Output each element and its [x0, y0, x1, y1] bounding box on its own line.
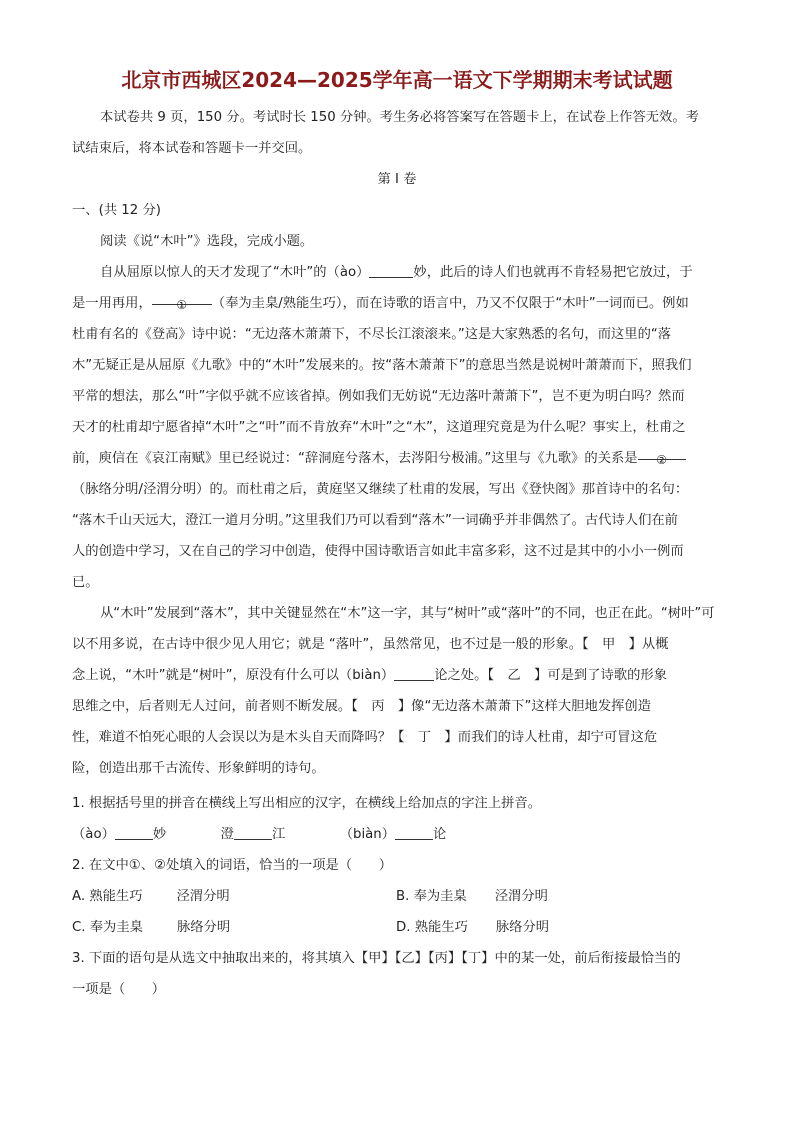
passage-line: 木”无疑正是从屈原《九歌》中的“木叶”发展来的。按“落木萧萧下”的意思当然是说树叶萧萧而下，照我们	[72, 358, 692, 373]
blank-bian[interactable]	[394, 666, 434, 681]
slot-bing: 丙	[371, 699, 385, 714]
question-3-stem: 3. 下面的语句是从选文中抽取出来的，将其填入【甲】【乙】【丙】【丁】中的某一处，前后衔接最恰当的	[72, 951, 681, 966]
passage-line: 性，难道不怕死心眼的人会误以为是木头自天而降吗？【 丁 】而我们的诗人杜甫，却宁可冒这危	[72, 722, 722, 753]
passage-line: 前，庾信在《哀江南赋》里已经说过：“辞洞庭兮落木，去涔阳兮极浦。”这里与《九歌》的关系是 ②	[72, 443, 722, 474]
slot-ding: 丁	[417, 730, 432, 745]
intro-line: 本试卷共 9 页，150 分。考试时长 150 分钟。考生务必将答案写在答题卡上，在试卷上作答无效。考	[100, 110, 699, 125]
passage-line: 已。	[72, 575, 99, 590]
answer-blank-bian[interactable]	[395, 825, 433, 840]
option-a[interactable]: A. 熟能生巧 泾渭分明	[72, 889, 230, 904]
slot-yi: 乙	[507, 668, 521, 683]
passage-line: 念上说，“木叶”就是“树叶”，原没有什么可以（biàn） 论之处。【 乙 】可是到了诗歌的形象	[72, 660, 722, 691]
section-title-text: 第 I 卷	[377, 172, 417, 187]
option-b[interactable]: B. 奉为圭臬 泾渭分明	[396, 889, 548, 904]
passage-line: 险，创造出那千古流传、形象鲜明的诗句。	[72, 761, 325, 776]
question-3-stem-cont: 一项是（ ）	[72, 982, 166, 997]
passage-line: 杜甫有名的《登高》诗中说：“无边落木萧萧下，不尽长江滚滚来。”这是大家熟悉的名句，而这里的“落	[72, 327, 672, 342]
slot-jia: 甲	[601, 637, 616, 652]
question-2-stem: 2. 在文中①、②处填入的词语，恰当的一项是（ ）	[72, 858, 392, 873]
question-2	[72, 850, 722, 943]
passage-line: “落木千山天远大，澄江一道月分明。”这里我们乃可以看到“落木”一词确乎并非偶然了。古代诗人们在前	[72, 513, 678, 528]
blank-1[interactable]: ①	[152, 290, 212, 305]
passage-line: （脉络分明/泾渭分明）的。而杜甫之后，黄庭坚又继续了杜甫的发展，写出《登快阁》那首诗中的名句：	[72, 482, 689, 497]
passage-line: 天才的杜甫却宁愿省掉“木叶”之“叶”而不肯放弃“木叶”之“木”，这道理究竟是为什么呢？事实上，杜甫之	[72, 420, 686, 435]
passage-line: 自从屈原以惊人的天才发现了“木叶”的（ào） 妙，此后的诗人们也就再不肯轻易把它放过，于	[100, 265, 693, 280]
question-2-options-row-2	[72, 912, 722, 943]
question-1-items: （ào） 妙 澄 江 （biàn） 论	[72, 827, 447, 842]
passage-line: 以不用多说，在古诗中很少见人用它；就是 “落叶”，虽然常见，也不过是一般的形象。【 甲 】从概	[72, 629, 722, 660]
blank-ao[interactable]	[369, 263, 413, 278]
intro-line: 试结束后，将本试卷和答题卡一并交回。	[72, 141, 312, 156]
section-title	[72, 164, 722, 195]
question-1-stem: 1. 根据括号里的拼音在横线上写出相应的汉字，在横线上给加点的字注上拼音。	[72, 796, 542, 811]
passage-line: 是一用再用， ① （奉为圭臬/熟能生巧），而在诗歌的语言中，乃又不仅限于“木叶”一词而已。例如	[72, 288, 722, 319]
reading-instruction: 阅读《说“木叶”》选段，完成小题。	[100, 234, 314, 249]
part-heading-text: 一、(共 12 分)	[72, 203, 161, 218]
option-c[interactable]: C. 奉为圭臬 脉络分明	[72, 920, 231, 935]
answer-blank-ao[interactable]	[115, 825, 153, 840]
passage-paragraph-2	[72, 598, 722, 784]
passage-line: 人的创造中学习，又在自己的学习中创造，使得中国诗歌语言如此丰富多彩，这不过是其中的小小一例而	[72, 544, 684, 559]
part-heading	[72, 195, 722, 257]
blank-2[interactable]: ②	[638, 445, 686, 460]
passage-line: 从“木叶”发展到“落木”，其中关键显然在“木”这一字，其与“树叶”或“落叶”的不同，也正在此。“树叶”可	[100, 606, 715, 621]
exam-intro	[72, 102, 722, 164]
passage-line: 思维之中，后者则无人过问，前者则不断发展。【 丙 】像“无边落木萧萧下”这样大胆地发挥创造	[72, 691, 722, 722]
passage-line: 平常的想法，那么“叶”字似乎就不应该省掉。例如我们无妨说“无边落叶萧萧下”，岂不更为明白吗？然而	[72, 389, 685, 404]
question-3	[72, 943, 722, 1005]
question-1	[72, 788, 722, 850]
question-2-options-row-1	[72, 881, 722, 912]
exam-title: 北京市西城区2024—2025学年高一语文下学期期末考试试题	[121, 68, 673, 92]
passage-paragraph-1	[72, 257, 722, 598]
option-d[interactable]: D. 熟能生巧 脉络分明	[396, 920, 550, 935]
answer-blank-cheng[interactable]	[234, 825, 272, 840]
